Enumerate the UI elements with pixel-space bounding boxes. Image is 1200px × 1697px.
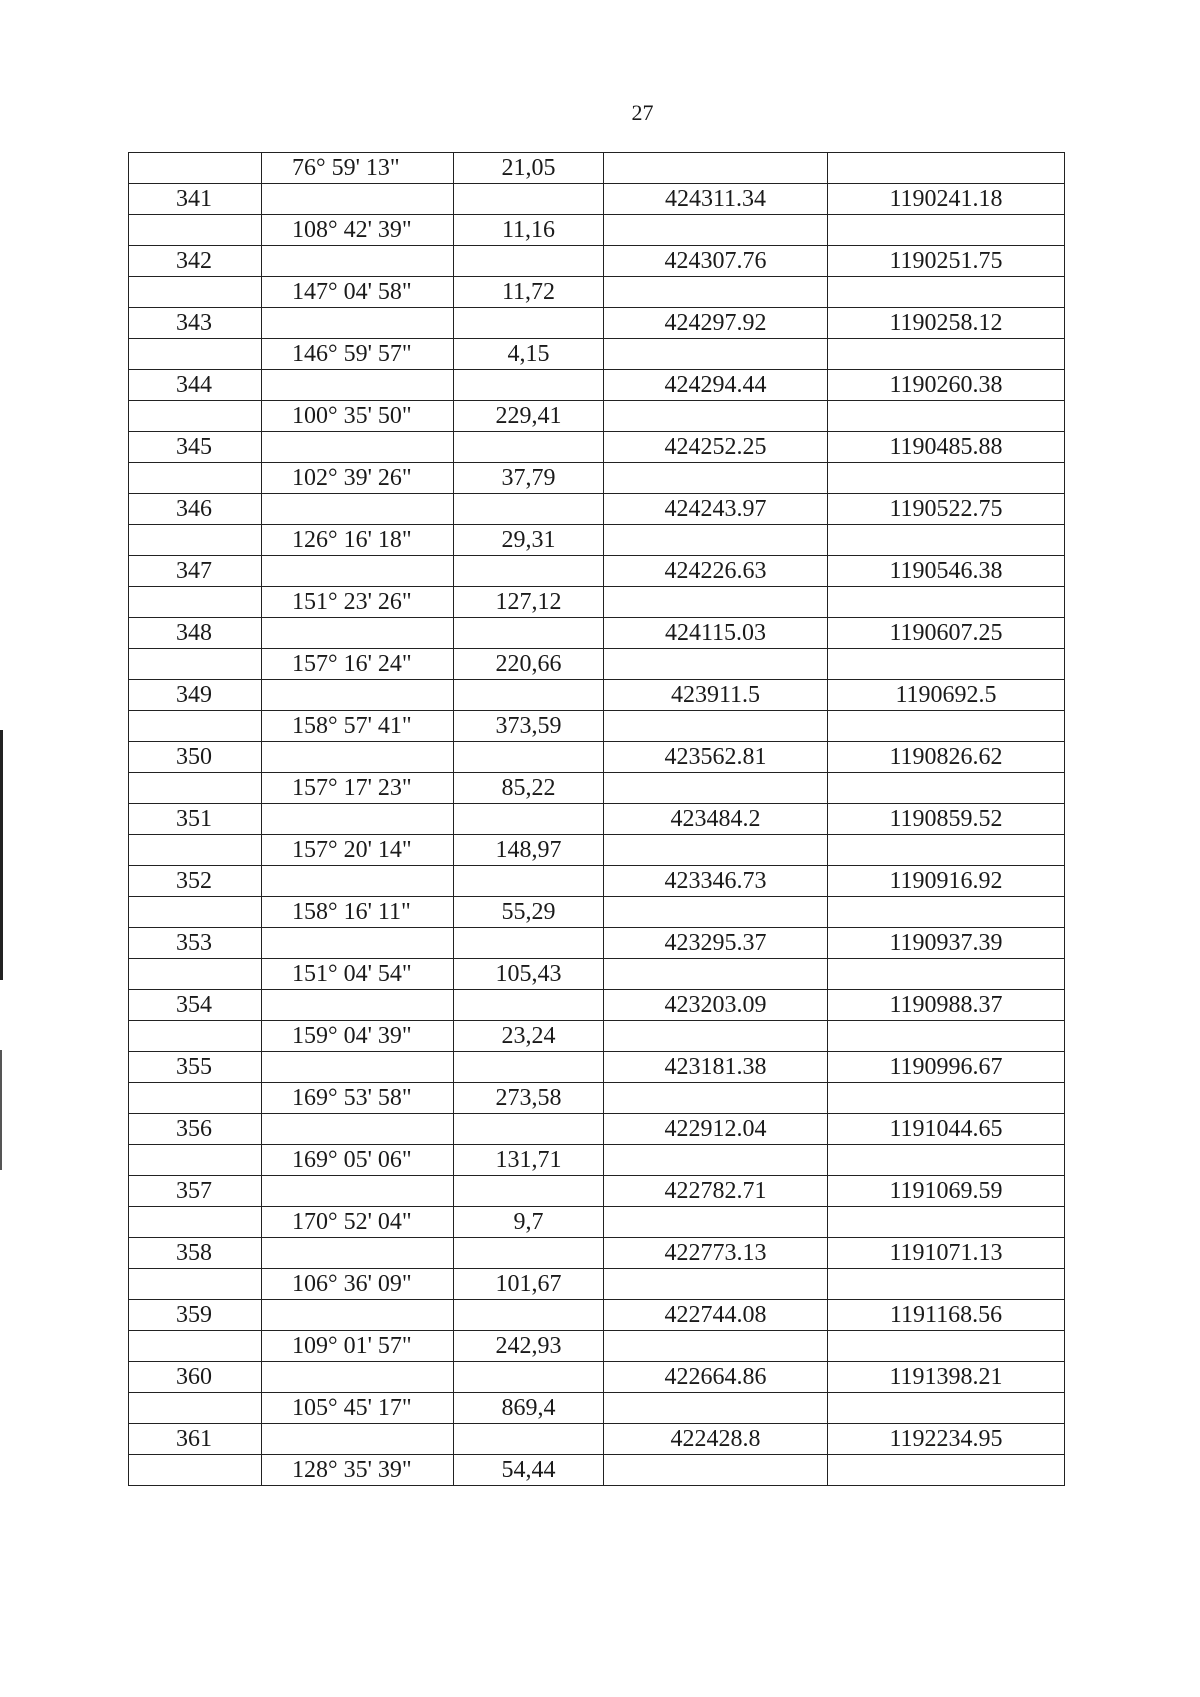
x-coordinate-cell: [604, 1207, 828, 1238]
direction-angle-cell: [262, 432, 454, 463]
table-row: [129, 618, 1065, 649]
table-row: [129, 1269, 1065, 1300]
direction-angle-cell: 109° 01' 57": [262, 1331, 454, 1362]
point-number-cell: [129, 897, 262, 928]
direction-angle-cell: 157° 17' 23": [262, 773, 454, 804]
point-number-cell: 360: [129, 1362, 262, 1393]
table-row: [129, 1455, 1065, 1486]
point-number-cell: 348: [129, 618, 262, 649]
distance-cell: [454, 246, 604, 277]
direction-angle-cell: 158° 57' 41": [262, 711, 454, 742]
direction-angle-cell: 151° 04' 54": [262, 959, 454, 990]
distance-cell: 105,43: [454, 959, 604, 990]
table-row: [129, 1300, 1065, 1331]
distance-cell: [454, 1238, 604, 1269]
y-coordinate-cell: [828, 959, 1065, 990]
table-row: [129, 463, 1065, 494]
direction-angle-cell: [262, 804, 454, 835]
y-coordinate-cell: [828, 835, 1065, 866]
distance-cell: 101,67: [454, 1269, 604, 1300]
distance-cell: 11,16: [454, 215, 604, 246]
table-row: [129, 401, 1065, 432]
table-row: [129, 184, 1065, 215]
x-coordinate-cell: [604, 1145, 828, 1176]
distance-cell: [454, 370, 604, 401]
distance-cell: 21,05: [454, 153, 604, 184]
distance-cell: 148,97: [454, 835, 604, 866]
distance-cell: 29,31: [454, 525, 604, 556]
y-coordinate-cell: 1190485.88: [828, 432, 1065, 463]
y-coordinate-cell: [828, 897, 1065, 928]
y-coordinate-cell: 1191069.59: [828, 1176, 1065, 1207]
coordinates-table: [128, 152, 1065, 1486]
x-coordinate-cell: [604, 773, 828, 804]
x-coordinate-cell: 422782.71: [604, 1176, 828, 1207]
y-coordinate-cell: 1190826.62: [828, 742, 1065, 773]
point-number-cell: 356: [129, 1114, 262, 1145]
point-number-cell: 341: [129, 184, 262, 215]
x-coordinate-cell: [604, 649, 828, 680]
table-row: [129, 1424, 1065, 1455]
direction-angle-cell: 158° 16' 11": [262, 897, 454, 928]
direction-angle-cell: [262, 1362, 454, 1393]
table-row: [129, 680, 1065, 711]
x-coordinate-cell: 424226.63: [604, 556, 828, 587]
distance-cell: [454, 1362, 604, 1393]
y-coordinate-cell: [828, 1393, 1065, 1424]
x-coordinate-cell: 423562.81: [604, 742, 828, 773]
table-row: [129, 494, 1065, 525]
table-row: [129, 1238, 1065, 1269]
point-number-cell: 354: [129, 990, 262, 1021]
y-coordinate-cell: [828, 1455, 1065, 1486]
direction-angle-cell: 169° 05' 06": [262, 1145, 454, 1176]
x-coordinate-cell: 424243.97: [604, 494, 828, 525]
y-coordinate-cell: 1190260.38: [828, 370, 1065, 401]
y-coordinate-cell: 1190607.25: [828, 618, 1065, 649]
x-coordinate-cell: [604, 835, 828, 866]
direction-angle-cell: 147° 04' 58": [262, 277, 454, 308]
coordinates-table-body: [129, 153, 1065, 1486]
table-row: [129, 1331, 1065, 1362]
y-coordinate-cell: 1190522.75: [828, 494, 1065, 525]
distance-cell: [454, 990, 604, 1021]
point-number-cell: [129, 401, 262, 432]
x-coordinate-cell: [604, 1021, 828, 1052]
point-number-cell: 353: [129, 928, 262, 959]
direction-angle-cell: [262, 866, 454, 897]
y-coordinate-cell: 1190251.75: [828, 246, 1065, 277]
point-number-cell: [129, 525, 262, 556]
distance-cell: 373,59: [454, 711, 604, 742]
x-coordinate-cell: 423181.38: [604, 1052, 828, 1083]
direction-angle-cell: 169° 53' 58": [262, 1083, 454, 1114]
point-number-cell: 349: [129, 680, 262, 711]
direction-angle-cell: 76° 59' 13": [262, 153, 454, 184]
direction-angle-cell: [262, 370, 454, 401]
point-number-cell: [129, 1269, 262, 1300]
x-coordinate-cell: 424252.25: [604, 432, 828, 463]
direction-angle-cell: [262, 1176, 454, 1207]
table-row: [129, 1145, 1065, 1176]
point-number-cell: [129, 1331, 262, 1362]
direction-angle-cell: [262, 990, 454, 1021]
x-coordinate-cell: 422664.86: [604, 1362, 828, 1393]
table-row: [129, 339, 1065, 370]
point-number-cell: 346: [129, 494, 262, 525]
x-coordinate-cell: [604, 1331, 828, 1362]
point-number-cell: [129, 463, 262, 494]
point-number-cell: [129, 277, 262, 308]
y-coordinate-cell: 1190546.38: [828, 556, 1065, 587]
x-coordinate-cell: [604, 959, 828, 990]
distance-cell: 11,72: [454, 277, 604, 308]
table-row: [129, 897, 1065, 928]
point-number-cell: 342: [129, 246, 262, 277]
point-number-cell: [129, 835, 262, 866]
direction-angle-cell: 151° 23' 26": [262, 587, 454, 618]
x-coordinate-cell: 424294.44: [604, 370, 828, 401]
x-coordinate-cell: [604, 1083, 828, 1114]
x-coordinate-cell: 422744.08: [604, 1300, 828, 1331]
y-coordinate-cell: 1190988.37: [828, 990, 1065, 1021]
point-number-cell: [129, 1021, 262, 1052]
x-coordinate-cell: 422912.04: [604, 1114, 828, 1145]
point-number-cell: 358: [129, 1238, 262, 1269]
point-number-cell: [129, 1455, 262, 1486]
direction-angle-cell: [262, 494, 454, 525]
x-coordinate-cell: [604, 711, 828, 742]
direction-angle-cell: [262, 1300, 454, 1331]
distance-cell: 54,44: [454, 1455, 604, 1486]
y-coordinate-cell: [828, 1331, 1065, 1362]
x-coordinate-cell: 424115.03: [604, 618, 828, 649]
direction-angle-cell: [262, 618, 454, 649]
distance-cell: 9,7: [454, 1207, 604, 1238]
x-coordinate-cell: 424311.34: [604, 184, 828, 215]
table-row: [129, 990, 1065, 1021]
table-row: [129, 1083, 1065, 1114]
y-coordinate-cell: 1191168.56: [828, 1300, 1065, 1331]
direction-angle-cell: [262, 928, 454, 959]
distance-cell: [454, 556, 604, 587]
direction-angle-cell: [262, 308, 454, 339]
table-row: [129, 525, 1065, 556]
x-coordinate-cell: [604, 525, 828, 556]
direction-angle-cell: 102° 39' 26": [262, 463, 454, 494]
point-number-cell: [129, 711, 262, 742]
x-coordinate-cell: 423346.73: [604, 866, 828, 897]
direction-angle-cell: 170° 52' 04": [262, 1207, 454, 1238]
direction-angle-cell: [262, 1424, 454, 1455]
y-coordinate-cell: 1190241.18: [828, 184, 1065, 215]
y-coordinate-cell: [828, 401, 1065, 432]
direction-angle-cell: [262, 184, 454, 215]
y-coordinate-cell: [828, 1269, 1065, 1300]
table-row: [129, 773, 1065, 804]
table-row: [129, 556, 1065, 587]
y-coordinate-cell: 1190916.92: [828, 866, 1065, 897]
point-number-cell: [129, 959, 262, 990]
y-coordinate-cell: [828, 153, 1065, 184]
distance-cell: [454, 928, 604, 959]
x-coordinate-cell: 423484.2: [604, 804, 828, 835]
direction-angle-cell: [262, 1052, 454, 1083]
y-coordinate-cell: [828, 1083, 1065, 1114]
distance-cell: [454, 432, 604, 463]
point-number-cell: 343: [129, 308, 262, 339]
y-coordinate-cell: [828, 339, 1065, 370]
table-row: [129, 308, 1065, 339]
distance-cell: [454, 866, 604, 897]
point-number-cell: [129, 153, 262, 184]
x-coordinate-cell: [604, 339, 828, 370]
y-coordinate-cell: 1190692.5: [828, 680, 1065, 711]
x-coordinate-cell: 422428.8: [604, 1424, 828, 1455]
table-row: [129, 277, 1065, 308]
point-number-cell: [129, 1145, 262, 1176]
y-coordinate-cell: 1190937.39: [828, 928, 1065, 959]
point-number-cell: 345: [129, 432, 262, 463]
direction-angle-cell: [262, 1114, 454, 1145]
x-coordinate-cell: [604, 587, 828, 618]
table-row: [129, 1052, 1065, 1083]
table-row: [129, 1114, 1065, 1145]
direction-angle-cell: [262, 556, 454, 587]
y-coordinate-cell: 1192234.95: [828, 1424, 1065, 1455]
direction-angle-cell: [262, 680, 454, 711]
x-coordinate-cell: [604, 277, 828, 308]
x-coordinate-cell: [604, 897, 828, 928]
direction-angle-cell: 159° 04' 39": [262, 1021, 454, 1052]
x-coordinate-cell: [604, 1393, 828, 1424]
direction-angle-cell: 105° 45' 17": [262, 1393, 454, 1424]
table-row: [129, 928, 1065, 959]
point-number-cell: [129, 1083, 262, 1114]
y-coordinate-cell: 1190996.67: [828, 1052, 1065, 1083]
distance-cell: 23,24: [454, 1021, 604, 1052]
distance-cell: 242,93: [454, 1331, 604, 1362]
page-number: 27: [631, 100, 654, 125]
distance-cell: 220,66: [454, 649, 604, 680]
distance-cell: [454, 1300, 604, 1331]
distance-cell: 131,71: [454, 1145, 604, 1176]
x-coordinate-cell: 424297.92: [604, 308, 828, 339]
point-number-cell: [129, 1393, 262, 1424]
y-coordinate-cell: 1191398.21: [828, 1362, 1065, 1393]
y-coordinate-cell: [828, 463, 1065, 494]
distance-cell: 869,4: [454, 1393, 604, 1424]
y-coordinate-cell: [828, 773, 1065, 804]
table-row: [129, 1362, 1065, 1393]
x-coordinate-cell: [604, 153, 828, 184]
table-row: [129, 711, 1065, 742]
direction-angle-cell: 100° 35' 50": [262, 401, 454, 432]
y-coordinate-cell: [828, 277, 1065, 308]
point-number-cell: [129, 1207, 262, 1238]
y-coordinate-cell: [828, 1207, 1065, 1238]
point-number-cell: 350: [129, 742, 262, 773]
point-number-cell: 352: [129, 866, 262, 897]
x-coordinate-cell: [604, 1269, 828, 1300]
distance-cell: [454, 1052, 604, 1083]
point-number-cell: 344: [129, 370, 262, 401]
point-number-cell: [129, 649, 262, 680]
table-row: [129, 866, 1065, 897]
table-row: [129, 1207, 1065, 1238]
y-coordinate-cell: [828, 587, 1065, 618]
y-coordinate-cell: [828, 1021, 1065, 1052]
table-row: [129, 1176, 1065, 1207]
x-coordinate-cell: [604, 1455, 828, 1486]
x-coordinate-cell: 423295.37: [604, 928, 828, 959]
distance-cell: [454, 1114, 604, 1145]
distance-cell: 127,12: [454, 587, 604, 618]
distance-cell: 85,22: [454, 773, 604, 804]
table-row: [129, 432, 1065, 463]
table-row: [129, 370, 1065, 401]
x-coordinate-cell: [604, 401, 828, 432]
x-coordinate-cell: 423203.09: [604, 990, 828, 1021]
table-row: [129, 246, 1065, 277]
y-coordinate-cell: [828, 525, 1065, 556]
direction-angle-cell: 126° 16' 18": [262, 525, 454, 556]
direction-angle-cell: [262, 742, 454, 773]
distance-cell: 4,15: [454, 339, 604, 370]
point-number-cell: [129, 587, 262, 618]
table-row: [129, 835, 1065, 866]
distance-cell: 55,29: [454, 897, 604, 928]
x-coordinate-cell: [604, 463, 828, 494]
distance-cell: [454, 308, 604, 339]
point-number-cell: 361: [129, 1424, 262, 1455]
table-row: [129, 1021, 1065, 1052]
point-number-cell: [129, 215, 262, 246]
x-coordinate-cell: 424307.76: [604, 246, 828, 277]
distance-cell: [454, 1176, 604, 1207]
y-coordinate-cell: [828, 649, 1065, 680]
y-coordinate-cell: [828, 1145, 1065, 1176]
y-coordinate-cell: 1190258.12: [828, 308, 1065, 339]
table-row: [129, 1393, 1065, 1424]
direction-angle-cell: 128° 35' 39": [262, 1455, 454, 1486]
distance-cell: 37,79: [454, 463, 604, 494]
point-number-cell: 355: [129, 1052, 262, 1083]
direction-angle-cell: 146° 59' 57": [262, 339, 454, 370]
distance-cell: [454, 494, 604, 525]
x-coordinate-cell: 423911.5: [604, 680, 828, 711]
direction-angle-cell: 106° 36' 09": [262, 1269, 454, 1300]
table-row: [129, 153, 1065, 184]
y-coordinate-cell: 1190859.52: [828, 804, 1065, 835]
distance-cell: [454, 184, 604, 215]
table-row: [129, 804, 1065, 835]
y-coordinate-cell: 1191044.65: [828, 1114, 1065, 1145]
point-number-cell: [129, 773, 262, 804]
distance-cell: [454, 680, 604, 711]
direction-angle-cell: [262, 246, 454, 277]
distance-cell: [454, 618, 604, 649]
table-row: [129, 215, 1065, 246]
direction-angle-cell: 157° 16' 24": [262, 649, 454, 680]
x-coordinate-cell: 422773.13: [604, 1238, 828, 1269]
distance-cell: [454, 804, 604, 835]
x-coordinate-cell: [604, 215, 828, 246]
distance-cell: 229,41: [454, 401, 604, 432]
point-number-cell: 359: [129, 1300, 262, 1331]
table-row: [129, 959, 1065, 990]
direction-angle-cell: 108° 42' 39": [262, 215, 454, 246]
direction-angle-cell: 157° 20' 14": [262, 835, 454, 866]
y-coordinate-cell: 1191071.13: [828, 1238, 1065, 1269]
scan-edge-mark: [0, 730, 3, 980]
y-coordinate-cell: [828, 215, 1065, 246]
table-row: [129, 742, 1065, 773]
scan-edge-mark: [0, 1050, 2, 1170]
distance-cell: [454, 742, 604, 773]
point-number-cell: 351: [129, 804, 262, 835]
point-number-cell: 357: [129, 1176, 262, 1207]
point-number-cell: [129, 339, 262, 370]
table-row: [129, 649, 1065, 680]
y-coordinate-cell: [828, 711, 1065, 742]
table-row: [129, 587, 1065, 618]
point-number-cell: 347: [129, 556, 262, 587]
distance-cell: [454, 1424, 604, 1455]
direction-angle-cell: [262, 1238, 454, 1269]
distance-cell: 273,58: [454, 1083, 604, 1114]
